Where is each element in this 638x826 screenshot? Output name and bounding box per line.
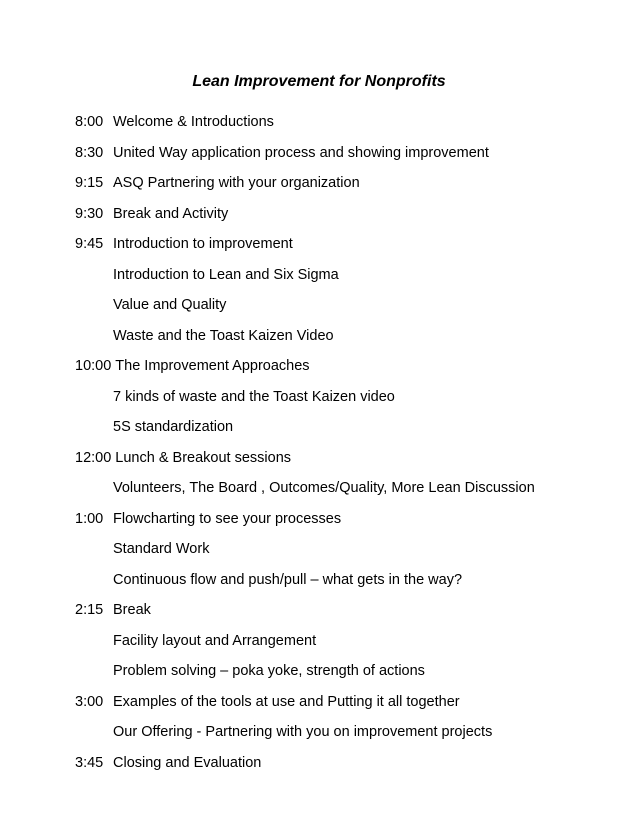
agenda-subitem: Volunteers, The Board , Outcomes/Quality, More Lean Discussion <box>113 480 535 496</box>
document-title: Lean Improvement for Nonprofits <box>192 73 446 90</box>
agenda-time: 9:45 <box>75 236 104 252</box>
agenda-subitem-row <box>75 416 635 447</box>
agenda-subitem-row <box>75 569 635 600</box>
agenda-time: 12:00 <box>75 449 112 466</box>
agenda-subitem: Problem solving – poka yoke, strength of actions <box>113 663 425 679</box>
agenda-subitem: Value and Quality <box>113 297 227 313</box>
agenda-time: 2:15 <box>75 602 104 618</box>
agenda-item: United Way application process and showing improvement <box>113 144 489 161</box>
agenda-time: 3:45 <box>75 754 104 771</box>
agenda-row <box>75 203 635 234</box>
agenda-subitem: 7 kinds of waste and the Toast Kaizen video <box>113 388 395 405</box>
agenda-row <box>75 752 635 783</box>
agenda-item: ASQ Partnering with your organization <box>113 175 360 191</box>
agenda-time: 1:00 <box>75 510 104 527</box>
agenda-subitem-row <box>75 386 635 417</box>
agenda-row <box>75 599 635 630</box>
agenda-item: Closing and Evaluation <box>113 754 262 771</box>
agenda-item: Welcome & Introductions <box>113 114 274 130</box>
agenda-item: Break <box>113 602 151 618</box>
agenda-row <box>75 691 635 722</box>
agenda-subitem-row <box>75 294 635 325</box>
agenda-item: Flowcharting to see your processes <box>113 510 342 527</box>
agenda-item: Examples of the tools at use and Putting it all together <box>113 693 460 710</box>
agenda-subitem: Standard Work <box>113 541 210 557</box>
agenda-subitem: Introduction to Lean and Six Sigma <box>113 266 339 283</box>
agenda-item: Lunch & Breakout sessions <box>115 449 292 466</box>
agenda-list <box>75 111 635 782</box>
agenda-subitem: Waste and the Toast Kaizen Video <box>113 327 334 344</box>
agenda-subitem: Our Offering - Partnering with you on improvement projects <box>113 724 493 740</box>
agenda-row <box>75 111 635 142</box>
agenda-time: 9:15 <box>75 175 104 191</box>
agenda-row <box>75 233 635 264</box>
agenda-time: 8:00 <box>75 114 104 130</box>
agenda-time: 3:00 <box>75 693 104 710</box>
agenda-item: Introduction to improvement <box>113 236 293 252</box>
agenda-subitem-row <box>75 477 635 508</box>
agenda-time: 8:30 <box>75 144 104 161</box>
agenda-row <box>75 447 635 478</box>
agenda-time: 10:00 <box>75 358 112 374</box>
agenda-subitem-row <box>75 721 635 752</box>
agenda-row <box>75 355 635 386</box>
agenda-subitem: Continuous flow and push/pull – what gets in the way? <box>113 571 463 588</box>
agenda-item: The Improvement Approaches <box>115 358 310 374</box>
agenda-subitem: 5S standardization <box>113 419 234 435</box>
agenda-time: 9:30 <box>75 205 104 222</box>
agenda-row <box>75 508 635 539</box>
agenda-subitem-row <box>75 264 635 295</box>
agenda-subitem: Facility layout and Arrangement <box>113 632 317 649</box>
agenda-subitem-row <box>75 660 635 691</box>
agenda-row <box>75 142 635 173</box>
agenda-row <box>75 172 635 203</box>
agenda-subitem-row <box>75 630 635 661</box>
agenda-subitem-row <box>75 325 635 356</box>
agenda-subitem-row <box>75 538 635 569</box>
agenda-item: Break and Activity <box>113 205 229 222</box>
